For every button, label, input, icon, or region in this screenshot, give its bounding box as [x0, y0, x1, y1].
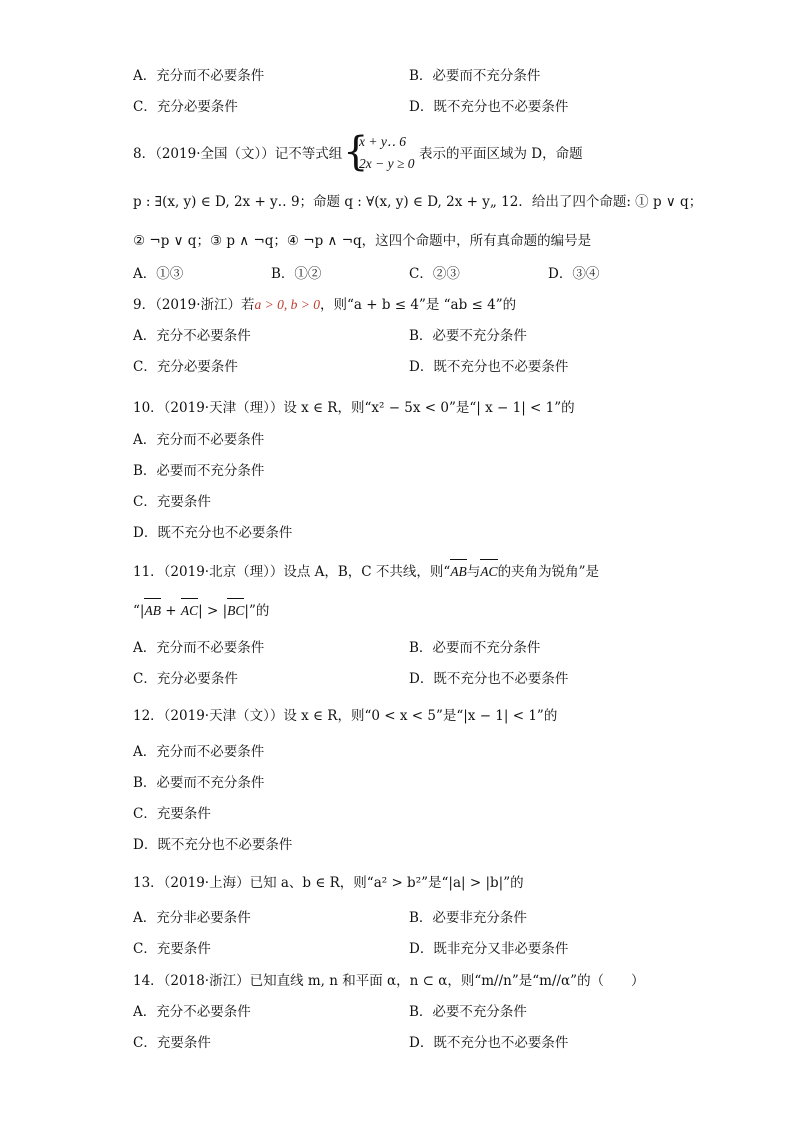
q8-system-line2: 2x − y ≥ 0	[359, 156, 415, 171]
q10-stem: 10．（2019·天津（理））设 x ∈ R，则“x² − 5x < 0”是“| x − 1| < 1”的	[133, 400, 575, 416]
q13-option-b: B．必要非充分条件	[409, 910, 527, 926]
q11-line1b: 的夹角为锐角”是	[497, 564, 599, 580]
q8-option-b: B．①②	[271, 266, 322, 282]
q10-option-d: D．既不充分也不必要条件	[133, 525, 293, 541]
q11-vector-ab-2: AB	[144, 601, 161, 621]
q11-option-a: A．充分而不必要条件	[133, 640, 265, 656]
q14-stem: 14．（2018·浙江）已知直线 m, n 和平面 α，n ⊂ α，则“m//n”是“m//α”的（ ）	[133, 973, 645, 989]
q11-line2b: |”的	[244, 603, 270, 619]
q9-stem	[133, 295, 516, 315]
q14-option-d: D．既不充分也不必要条件	[409, 1035, 569, 1051]
q12-stem: 12．（2019·天津（文））设 x ∈ R，则“0 < x < 5”是“|x − 1| < 1”的	[133, 708, 558, 724]
q12-option-b: B．必要而不充分条件	[133, 775, 265, 791]
q11-vector-ac-2: AC	[181, 601, 198, 621]
q13-stem: 13．（2019·上海）已知 a、b ∈ R，则“a² > b²”是“|a| > |b|”的	[133, 875, 524, 891]
q11-option-c: C．充分必要条件	[133, 671, 238, 687]
q8-stem-line2: p : ∃(x, y) ∈ D, 2x + y‥ 9；命题 q : ∀(x, y) ∈ D, 2x + y„ 12．给出了四个命题: ① p ∨ q；	[133, 194, 703, 210]
q13-option-c: C．充要条件	[133, 941, 211, 957]
q12-option-a: A．充分而不必要条件	[133, 744, 265, 760]
q8-stem-suffix: 表示的平面区域为 D，命题	[419, 146, 583, 162]
q9-option-d: D．既不充分也不必要条件	[409, 359, 569, 375]
q13-option-a: A．充分非必要条件	[133, 910, 251, 926]
q9-rest: ，则“a + b ≤ 4”是 “ab ≤ 4”的	[319, 297, 517, 313]
q11-option-b: B．必要而不充分条件	[409, 640, 541, 656]
q14-option-b: B．必要不充分条件	[409, 1004, 527, 1020]
q11-option-d: D．既不充分也不必要条件	[409, 671, 569, 687]
q11-plus: +	[160, 603, 181, 619]
q11-line2a: “|	[133, 603, 145, 619]
q8-option-d: D．③④	[548, 266, 600, 282]
q7-option-a: A．充分而不必要条件	[133, 68, 265, 84]
q8-option-a: A．①③	[133, 266, 184, 282]
q14-option-a: A．充分不必要条件	[133, 1004, 251, 1020]
q10-option-c: C．充要条件	[133, 494, 211, 510]
q9-option-b: B．必要不充分条件	[409, 328, 527, 344]
q11-stem-line2	[133, 601, 269, 621]
q12-option-d: D．既不充分也不必要条件	[133, 837, 293, 853]
q9-prefix: 9．（2019·浙江）若	[133, 297, 255, 313]
q14-option-c: C．充要条件	[133, 1035, 211, 1051]
q8-stem-line3: ② ¬p ∨ q；③ p ∧ ¬q；④ ¬p ∧ ¬q，这四个命题中，所有真命题的编号是	[133, 233, 592, 249]
q8-system-brace: {	[343, 129, 369, 175]
q7-option-d: D．既不充分也不必要条件	[409, 99, 569, 115]
q8-system-line1: x + y‥ 6	[359, 134, 406, 149]
q11-vector-bc: BC	[227, 601, 244, 621]
q9-option-a: A．充分不必要条件	[133, 328, 251, 344]
q11-vector-ab: AB	[450, 562, 467, 582]
q11-vector-ac: AC	[480, 562, 497, 582]
q8-stem-prefix: 8．（2019·全国（文））记不等式组	[133, 146, 343, 162]
q9-condition: a > 0, b > 0	[254, 297, 320, 312]
q10-option-b: B．必要而不充分条件	[133, 463, 265, 479]
q10-option-a: A．充分而不必要条件	[133, 432, 265, 448]
q7-option-c: C．充分必要条件	[133, 99, 238, 115]
q11-line2mid: | > |	[198, 603, 228, 619]
q13-option-d: D．既非充分又非必要条件	[409, 941, 569, 957]
q11-line1a: 11．（2019·北京（理））设点 A，B，C 不共线，则“	[133, 564, 451, 580]
q9-option-c: C．充分必要条件	[133, 359, 238, 375]
q7-option-b: B．必要而不充分条件	[409, 68, 541, 84]
q11-stem-line1	[133, 562, 599, 582]
q12-option-c: C．充要条件	[133, 806, 211, 822]
q8-option-c: C．②③	[409, 266, 460, 282]
q11-with: 与	[466, 564, 481, 580]
